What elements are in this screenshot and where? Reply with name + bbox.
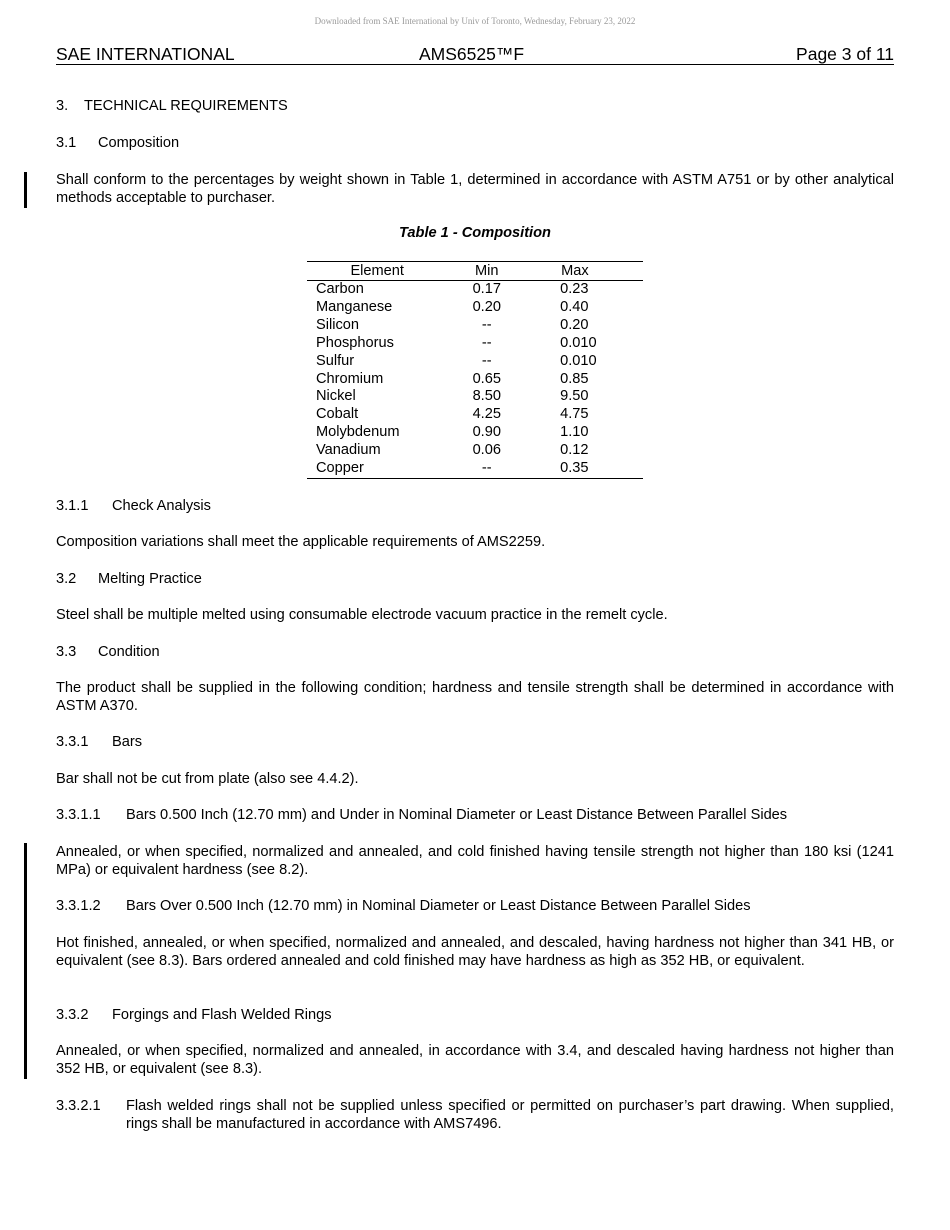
- max-cell: 9.50: [560, 388, 589, 405]
- revision-change-bar: [24, 172, 27, 208]
- section-heading: [56, 97, 894, 115]
- header-doc-id: AMS6525™F: [419, 44, 525, 64]
- section-heading: [56, 897, 894, 915]
- section-number: 3.3.2.1: [56, 1098, 101, 1114]
- section-heading: [56, 570, 894, 588]
- min-cell: --: [481, 460, 492, 477]
- section-number: 3.: [56, 98, 69, 114]
- page-header: [56, 44, 894, 65]
- section-number: 3.3.1: [56, 734, 89, 750]
- max-cell: 0.85: [560, 370, 589, 387]
- header-org: SAE INTERNATIONAL: [56, 44, 235, 64]
- section-paragraph: Steel shall be multiple melted using consumable electrode vacuum practice in the remelt cycle.: [56, 607, 668, 623]
- table-row: [307, 353, 643, 371]
- numbered-paragraph: [56, 1097, 894, 1137]
- max-cell: 0.23: [560, 281, 589, 297]
- section-number: 3.3.2: [56, 1007, 89, 1023]
- element-cell: Phosphorus: [316, 334, 394, 351]
- min-cell: --: [481, 352, 492, 369]
- table-row: [307, 281, 643, 299]
- table-row: [307, 424, 643, 442]
- section-title: TECHNICAL REQUIREMENTS: [84, 98, 288, 114]
- column-header: Element: [307, 262, 447, 281]
- table-row: [307, 371, 643, 389]
- min-cell: 4.25: [472, 406, 501, 423]
- section-heading: [56, 806, 894, 824]
- element-cell: Manganese: [316, 298, 393, 315]
- min-cell: --: [481, 334, 492, 351]
- download-watermark: Downloaded from SAE International by Univ of Toronto, Wednesday, February 23, 2022: [314, 16, 636, 26]
- section-number: 3.1.1: [56, 498, 89, 514]
- table-row: [307, 317, 643, 335]
- max-cell: 0.010: [560, 352, 597, 369]
- header-page-number: Page 3 of 11: [796, 44, 894, 64]
- table-body: [307, 281, 643, 479]
- max-cell: 0.20: [560, 316, 589, 333]
- table-title: Table 1 - Composition: [399, 225, 551, 241]
- section-title: Condition: [98, 644, 160, 660]
- section-heading: [56, 497, 894, 515]
- section-paragraph: Shall conform to the percentages by weight shown in Table 1, determined in accordance with ASTM A751 or by other analytical methods acceptable to purchaser.: [56, 172, 894, 206]
- min-cell: 0.90: [472, 424, 501, 441]
- element-cell: Sulfur: [316, 352, 355, 369]
- section-title: Bars: [112, 734, 143, 750]
- section-title: Forgings and Flash Welded Rings: [112, 1007, 332, 1023]
- table-row: [307, 442, 643, 460]
- column-header: Max: [526, 262, 643, 281]
- min-cell: 0.20: [472, 298, 501, 315]
- table-row: [307, 388, 643, 406]
- section-paragraph: Annealed, or when specified, normalized and annealed, in accordance with 3.4, and descaled having hardness not higher than 352 HB, or equivalent (see 8.3).: [56, 1043, 894, 1077]
- section-paragraph: Flash welded rings shall not be supplied unless specified or permitted on purchaser’s part drawing. When supplied, rings shall be manufactured in accordance with AMS7496.: [126, 1098, 894, 1132]
- max-cell: 0.40: [560, 298, 589, 315]
- section-number: 3.3.1.1: [56, 807, 101, 823]
- element-cell: Vanadium: [316, 442, 381, 459]
- section-number: 3.3: [56, 644, 77, 660]
- max-cell: 4.75: [560, 406, 589, 423]
- element-cell: Carbon: [316, 281, 364, 297]
- max-cell: 0.35: [560, 460, 589, 477]
- min-cell: 8.50: [472, 388, 501, 405]
- section-title: Composition: [98, 135, 180, 151]
- section-paragraph: Hot finished, annealed, or when specified, normalized and annealed, and descaled, having hardness not higher than 341 HB, or equivalent (see 8.3). Bars ordered annealed and cold finished may have hardness as high as 352 HB, or equivalent.: [56, 935, 894, 969]
- revision-change-bar: [24, 843, 27, 1079]
- element-cell: Nickel: [316, 388, 356, 405]
- element-cell: Molybdenum: [316, 424, 400, 441]
- min-cell: 0.06: [472, 442, 501, 459]
- section-number: 3.3.1.2: [56, 898, 101, 914]
- section-title: Bars 0.500 Inch (12.70 mm) and Under in Nominal Diameter or Least Distance Between Parallel Sides: [126, 807, 788, 823]
- element-cell: Chromium: [316, 370, 384, 387]
- section-heading: [56, 643, 894, 661]
- min-cell: 0.17: [472, 281, 501, 297]
- element-cell: Cobalt: [316, 406, 359, 423]
- element-cell: Copper: [316, 460, 364, 477]
- section-heading: [56, 733, 894, 751]
- column-header: Min: [447, 262, 526, 281]
- min-cell: 0.65: [472, 370, 501, 387]
- max-cell: 0.12: [560, 442, 589, 459]
- table-header-row: [307, 262, 643, 281]
- max-cell: 0.010: [560, 334, 597, 351]
- section-paragraph: Bar shall not be cut from plate (also see 4.4.2).: [56, 771, 359, 787]
- table-row: [307, 406, 643, 424]
- table-row: [307, 299, 643, 317]
- section-paragraph: Annealed, or when specified, normalized and annealed, and cold finished having tensile strength not higher than 180 ksi (1241 MPa) or equivalent hardness (see 8.2).: [56, 844, 894, 878]
- section-heading: [56, 134, 894, 152]
- table-row: [307, 335, 643, 353]
- section-number: 3.2: [56, 571, 77, 587]
- section-paragraph: The product shall be supplied in the following condition; hardness and tensile strength shall be determined in accordance with ASTM A370.: [56, 680, 894, 714]
- composition-table: [307, 261, 643, 479]
- section-title: Bars Over 0.500 Inch (12.70 mm) in Nominal Diameter or Least Distance Between Parallel Sides: [126, 898, 751, 914]
- element-cell: Silicon: [316, 316, 359, 333]
- section-title: Melting Practice: [98, 571, 202, 587]
- max-cell: 1.10: [560, 424, 589, 441]
- section-paragraph: Composition variations shall meet the applicable requirements of AMS2259.: [56, 534, 546, 550]
- section-heading: [56, 1006, 894, 1024]
- section-number: 3.1: [56, 135, 77, 151]
- table-row: [307, 460, 643, 478]
- min-cell: --: [481, 316, 492, 333]
- section-title: Check Analysis: [112, 498, 211, 514]
